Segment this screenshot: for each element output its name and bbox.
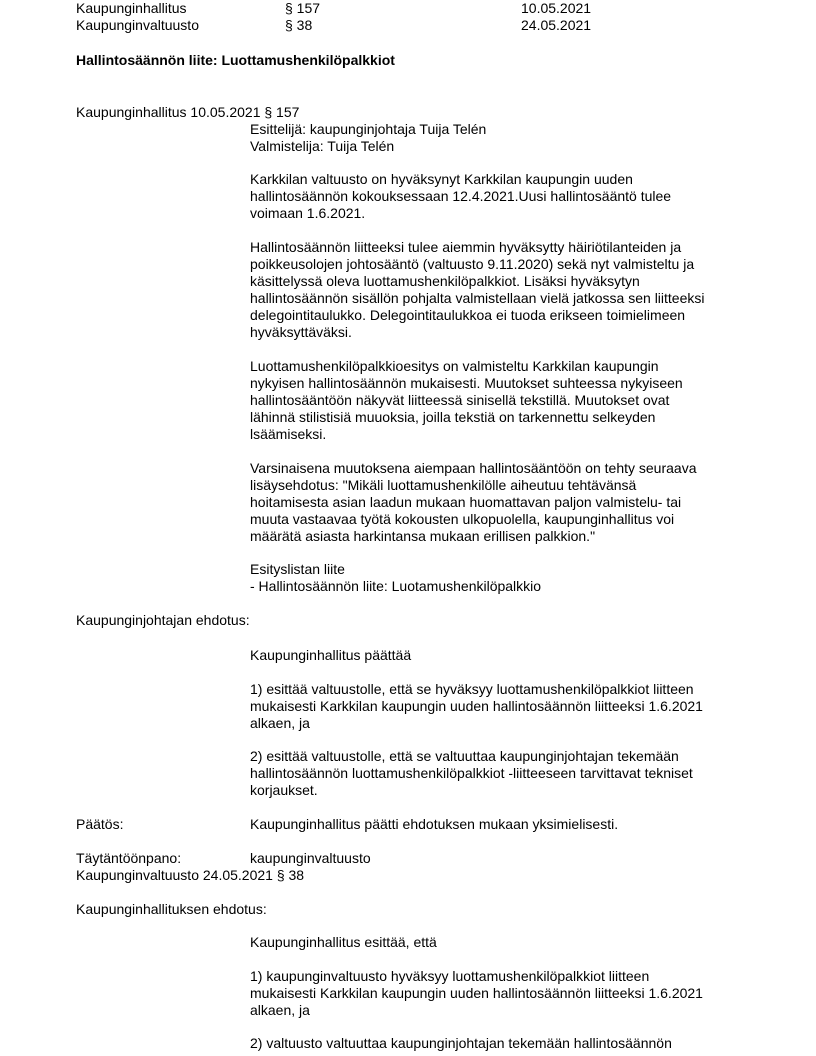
text-line: nykyisen hallintosäännön mukaisesti. Muutokset suhteessa nykyiseen — [250, 375, 683, 391]
header-section-1: § 157 — [285, 0, 321, 16]
preparer: Valmistelija: Tuija Telén — [250, 138, 395, 154]
text-line: voimaan 1.6.2021. — [250, 205, 366, 221]
text-line: hallintosäännön luottamushenkilöpalkkiot -liitteeseen tarvittavat tekniset — [250, 765, 693, 781]
manager-proposal-item-2 — [250, 748, 730, 799]
paragraph-1 — [250, 171, 730, 222]
text-line: lähinnä stilistisiä muuoksia, joilla tekstiä on tarkennettu selkeyden — [250, 409, 656, 425]
header-date-2: 24.05.2021 — [521, 17, 592, 33]
text-line: Hallintosäännön liitteeksi tulee aiemmin hyväksytty häiriötilanteiden ja — [250, 239, 682, 255]
board-proposal-label: Kaupunginhallituksen ehdotus: — [76, 901, 267, 917]
text-line: alkaen, ja — [250, 715, 310, 731]
text-line: lisäysehdotus: "Mikäli luottamushenkilölle aiheutuu tehtävänsä — [250, 477, 637, 493]
paragraph-2 — [250, 239, 730, 341]
header-body-2: Kaupunginvaltuusto — [76, 17, 199, 33]
document-title: Hallintosäännön liite: Luottamushenkilöpalkkiot — [76, 52, 395, 68]
text-line: 1) esittää valtuustolle, että se hyväksyy luottamushenkilöpalkkiot liitteen — [250, 681, 694, 697]
text-line: 2) valtuusto valtuuttaa kaupunginjohtajan tekemään hallintosäännön — [250, 1035, 672, 1051]
text-line: määrätä asiasta harkintansa mukaan erillisen palkkion." — [250, 528, 596, 544]
board-proposal-intro — [250, 934, 730, 951]
text-line: Varsinaisena muutoksena aiempaan hallintosääntöön on tehty seuraava — [250, 460, 697, 476]
text-line: mukaisesti Karkkilan kaupungin uuden hallintosäännön liitteeksi 1.6.2021 — [250, 698, 703, 714]
presenter: Esittelijä: kaupunginjohtaja Tuija Telén — [250, 121, 487, 137]
text-line: muuta vastaavaa työtä kokousten ulkopuolella, kaupunginhallitus voi — [250, 511, 675, 527]
manager-proposal-intro — [250, 647, 730, 664]
manager-proposal-label: Kaupunginjohtajan ehdotus: — [76, 612, 250, 628]
text-line: Kaupunginhallitus esittää, että — [250, 934, 437, 950]
text-line: lsäämiseksi. — [250, 426, 327, 442]
text-line: hallintosäännön sisällön pohjalta valmistellaan vielä jatkossa sen liitteeksi — [250, 290, 705, 306]
text-line: delegointitaulukko. Delegointitaulukkoa ei tuoda erikseen toimielimeen — [250, 307, 686, 323]
board-proposal-item-2 — [250, 1035, 730, 1052]
attachment-item: - Hallintosäännön liite: Luotamushenkilöpalkkio — [250, 578, 542, 594]
text-line: mukaisesti Karkkilan kaupungin uuden hallintosäännön liitteeksi 1.6.2021 — [250, 985, 703, 1001]
header-body-1: Kaupunginhallitus — [76, 0, 187, 16]
attachment-list — [250, 561, 730, 595]
paragraph-3 — [250, 358, 730, 443]
text-line: alkaen, ja — [250, 1002, 310, 1018]
decision-label: Päätös: — [76, 816, 124, 832]
text-line: 2) esittää valtuustolle, että se valtuuttaa kaupunginjohtajan tekemään — [250, 748, 679, 764]
implementation-label: Täytäntöönpano: — [76, 850, 182, 866]
text-line: korjaukset. — [250, 782, 318, 798]
text-line: hoitamisesta asian laadun mukaan huomattavan paljon valmistelu- tai — [250, 494, 682, 510]
text-line: Luottamushenkilöpalkkioesitys on valmisteltu Karkkilan kaupungin — [250, 358, 659, 374]
board-proposal-item-1 — [250, 968, 730, 1019]
header-section-2: § 38 — [285, 17, 313, 33]
decision-text: Kaupunginhallitus päätti ehdotuksen mukaan yksimielisesti. — [250, 816, 619, 832]
text-line: käsittelyssä oleva luottamushenkilöpalkkiot. Lisäksi hyväksytyn — [250, 273, 640, 289]
text-line: hallintosääntöön näkyvät liitteessä sinisellä tekstillä. Muutokset ovat — [250, 392, 670, 408]
text-line: Karkkilan valtuusto on hyväksynyt Karkkilan kaupungin uuden — [250, 171, 633, 187]
kv-meeting-heading: Kaupunginvaltuusto 24.05.2021 § 38 — [76, 867, 305, 883]
text-line: hallintosäännön kokouksessaan 12.4.2021.Uusi hallintosääntö tulee — [250, 188, 672, 204]
text-line: Kaupunginhallitus päättää — [250, 647, 412, 663]
implementation-text: kaupunginvaltuusto — [250, 850, 371, 866]
paragraph-4 — [250, 460, 730, 545]
header-date-1: 10.05.2021 — [521, 0, 592, 16]
text-line: poikkeusolojen johtosääntö (valtuusto 9.11.2020) sekä nyt valmisteltu ja — [250, 256, 695, 272]
manager-proposal-item-1 — [250, 681, 730, 732]
kh-meeting-heading: Kaupunginhallitus 10.05.2021 § 157 — [76, 104, 300, 120]
text-line: 1) kaupunginvaltuusto hyväksyy luottamushenkilöpalkkiot liitteen — [250, 968, 650, 984]
attachment-heading: Esityslistan liite — [250, 561, 345, 577]
text-line: hyväksyttäväksi. — [250, 324, 352, 340]
